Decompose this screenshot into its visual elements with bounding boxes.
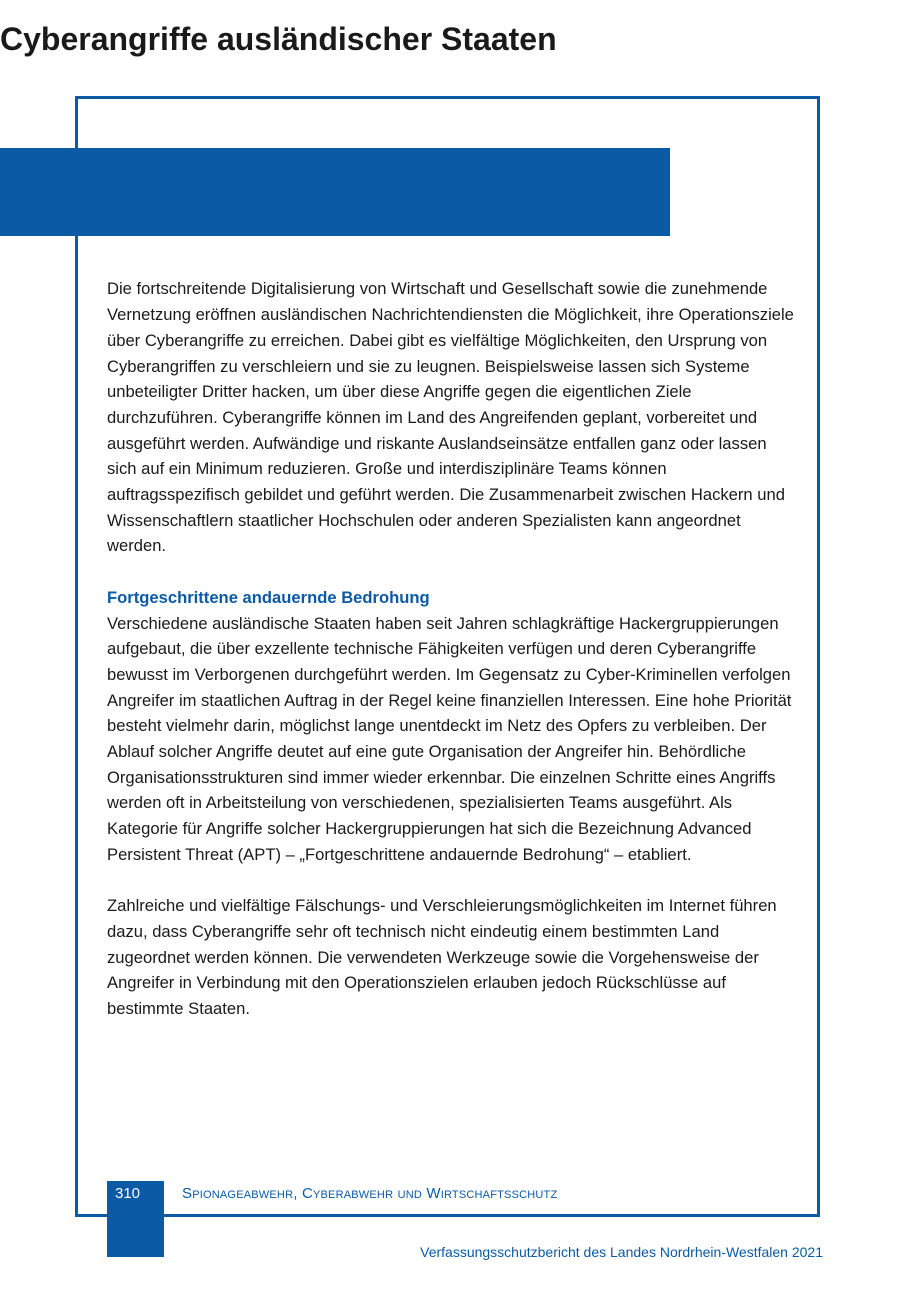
main-content [107, 276, 797, 1047]
page-number: 310 [115, 1185, 141, 1203]
footer-publication: Verfassungsschutzbericht des Landes Nordrhein-Westfalen 2021 [420, 1244, 823, 1261]
page-title: Cyberangriffe ausländischer Staaten [0, 21, 557, 58]
intro-paragraph: Die fortschreitende Digitalisierung von Wirtschaft und Gesellschaft sowie die zunehmende Vernetzung eröffnen ausländischen Nachrichtendiensten die Möglichkeit, ihre Operationsziele über Cyberangriffe zu erreichen. Dabei gibt es vielfältige Möglichkeiten, den Ursprung von Cyberangriffen zu verschleiern und sie zu leugnen. Beispielsweise lassen sich Systeme unbeteiligter Dritter hacken, um über diese Angriffe gegen die eigentlichen Ziele durchzuführen. Cyberangriffe können im Land des Angreifenden geplant, vorbereitet und ausgeführt werden. Aufwändige und riskante Auslandseinsätze entfallen ganz oder lassen sich auf ein Minimum reduzieren. Große und interdisziplinäre Teams können auftragsspezifisch gebildet und geführt werden. Die Zusammenarbeit zwischen Hackern und Wissenschaftlern staatlicher Hochschulen oder anderen Spezialisten kann angeordnet werden. [107, 279, 794, 556]
section-subheading: Fortgeschrittene andauernde Bedrohung [107, 587, 430, 607]
attribution-paragraph: Zahlreiche und vielfältige Fälschungs- und Verschleierungsmöglichkeiten im Internet führen dazu, dass Cyberangriffe sehr oft technisch nicht eindeutig einem bestimmten Land zugeordnet werden können. Die verwendeten Werkzeuge sowie die Vorgehensweise der Angreifer in Verbindung mit den Operationszielen erlauben jedoch Rückschlüsse auf bestimmte Staaten. [107, 896, 777, 1019]
title-container [0, 21, 900, 58]
footer-section-label: Spionageabwehr, Cyberabwehr und Wirtschaftsschutz [182, 1185, 558, 1203]
apt-paragraph: Verschiedene ausländische Staaten haben seit Jahren schlagkräftige Hackergruppierungen aufgebaut, die über exzellente technische Fähigkeiten verfügen und deren Cyberangriffe bewusst im Verborgenen durchgeführt werden. Im Gegensatz zu Cyber-Kriminellen verfolgen Angreifer im staatlichen Auftrag in der Regel keine finanziellen Interessen. Eine hohe Priorität besteht vielmehr darin, möglichst lange unentdeckt im Netz des Opfers zu verbleiben. Der Ablauf solcher Angriffe deutet auf eine gute Organisation der Angreifer hin. Behördliche Organisationsstrukturen sind immer wieder erkennbar. Die einzelnen Schritte eines Angriffs werden oft in Arbeitsteilung von verschiedenen, spezialisierten Teams ausgeführt. Als Kategorie für Angriffe solcher Hackergruppierungen hat sich die Bezeichnung Advanced Persistent Threat (APT) – „Fortgeschrittene andauernde Bedrohung“ – etabliert. [107, 613, 792, 864]
title-band [0, 148, 670, 236]
